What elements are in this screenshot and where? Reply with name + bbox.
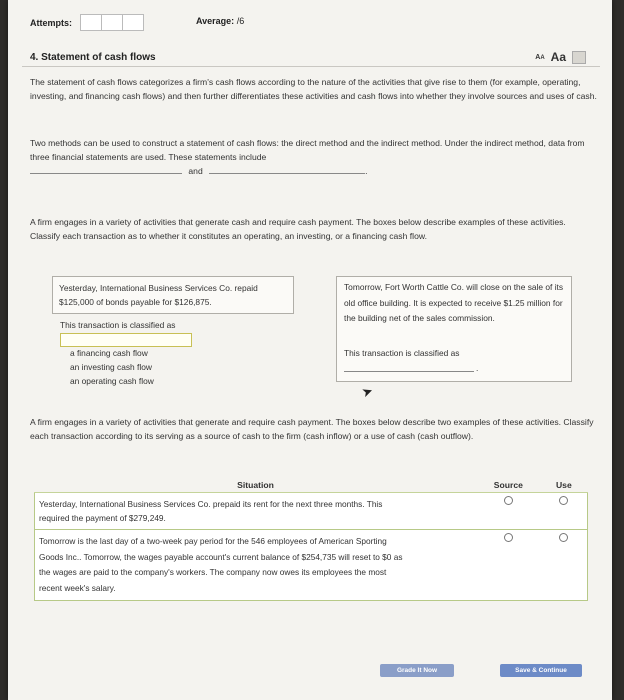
transaction-2-dropdown[interactable] — [344, 362, 474, 372]
part2-intro: A firm engages in a variety of activities that generate and require cash payment. The boxes below describe two examples of these activities. Classify each transaction according to its serving as a source of cash to the firm (cash inflow) or a use of cash (cash outflow). — [30, 417, 594, 441]
statement-dropdown-1[interactable] — [30, 164, 182, 174]
situation-cell: Tomorrow is the last day of a two-week pay period for the 546 employees of American Sporting Goods Inc.. Tomorrow, the wages payable account's current balance of $254,735 will reset to $0 as the wages are paid to the company's workers. The company now owes its employees the most recent week's salary. — [35, 530, 477, 601]
table-row — [35, 530, 588, 601]
attempt-box — [101, 14, 123, 31]
methods-text: Two methods can be used to construct a statement of cash flows: the direct method and the indirect method. Under the indirect method, data from three financial statements are used. These statements include — [30, 138, 585, 162]
average-value: /6 — [236, 16, 245, 26]
use-radio[interactable] — [559, 496, 568, 505]
situation-cell: Yesterday, International Business Services Co. prepaid its rent for the next three months. This required the payment of $279,249. — [35, 493, 477, 530]
transaction-2-text: Tomorrow, Fort Worth Cattle Co. will close on the sale of its old office building. It is expected to receive $1.25 million for the building net of the sales commission. — [344, 282, 564, 323]
source-header: Source — [476, 478, 540, 493]
calculator-icon[interactable] — [572, 51, 586, 64]
decrease-text-size-button[interactable]: AA — [535, 53, 545, 61]
attempt-box — [80, 14, 102, 31]
question-title: 4. Statement of cash flows — [30, 52, 156, 63]
assignment-page — [8, 0, 612, 700]
transaction-1-classified-label: This transaction is classified as — [60, 320, 176, 330]
source-radio[interactable] — [504, 533, 513, 542]
table-row — [35, 493, 588, 530]
dropdown-option[interactable]: an investing cash flow — [70, 362, 152, 372]
divider — [22, 66, 600, 67]
attempts-boxes — [80, 14, 143, 31]
transaction-1-dropdown[interactable] — [60, 333, 192, 347]
situation-table — [34, 478, 588, 601]
transaction-1-text: Yesterday, International Business Services Co. repaid $125,000 of bonds payable for $126,875. — [59, 283, 258, 307]
use-header: Use — [540, 478, 587, 493]
methods-end: . — [365, 166, 368, 177]
use-radio[interactable] — [559, 533, 568, 542]
attempt-box — [122, 14, 144, 31]
text-tools — [535, 50, 586, 64]
average-indicator — [196, 16, 244, 26]
grade-it-now-button[interactable]: Grade It Now — [380, 664, 454, 677]
mouse-cursor-icon: ➤ — [359, 382, 375, 401]
dropdown-option[interactable]: an operating cash flow — [70, 376, 154, 386]
transaction-2-classified-label: This transaction is classified as — [344, 348, 460, 358]
part1-intro: A firm engages in a variety of activities that generate cash and require cash payment. The boxes below describe examples of these activities. Classify each transaction as to whether it constitutes an operating, an investing, or a financing cash flow. — [30, 217, 566, 241]
transaction-1-options — [64, 346, 192, 388]
attempts-label: Attempts: — [30, 17, 72, 28]
save-continue-button[interactable]: Save & Continue — [500, 664, 582, 677]
average-label: Average: — [196, 16, 235, 26]
source-radio[interactable] — [504, 496, 513, 505]
dropdown-option[interactable]: a financing cash flow — [70, 348, 148, 358]
transaction-box-1 — [52, 276, 294, 314]
attempts-indicator — [30, 14, 143, 31]
situation-header: Situation — [35, 478, 477, 493]
methods-paragraph — [30, 137, 598, 179]
methods-and: and — [188, 166, 203, 177]
intro-text: The statement of cash flows categorizes a firm's cash flows according to the nature of the activities that give rise to them (for example, operating, investing, and financing cash flows) and then further differentiates these activities and cash flows into whether they involve sources and uses of cash. — [30, 77, 597, 101]
increase-text-size-button[interactable]: Aa — [550, 50, 566, 64]
statement-dropdown-2[interactable] — [209, 164, 368, 177]
transaction-2-end: . — [476, 363, 479, 373]
